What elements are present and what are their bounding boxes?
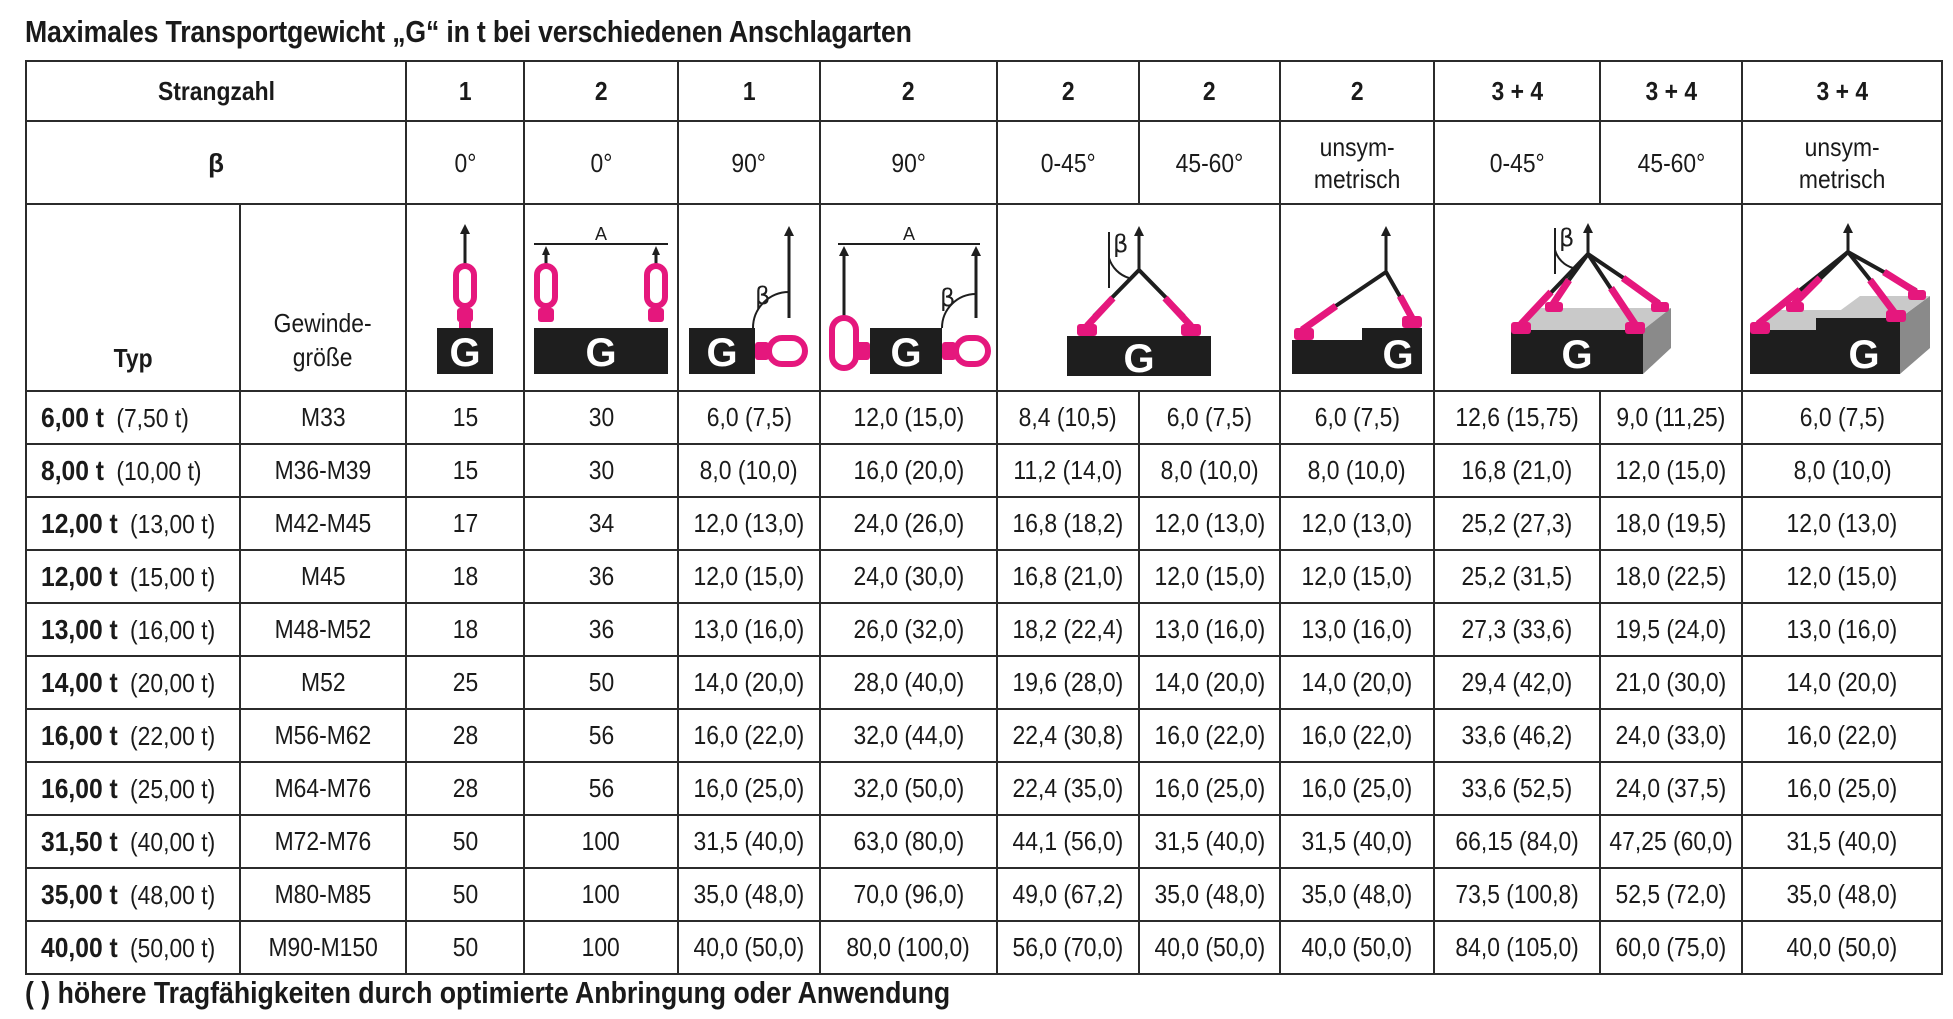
table-row — [26, 656, 1942, 709]
value-cell: 16,0 (22,0) — [678, 709, 820, 762]
page-title: Maximales Transportgewicht „G“ in t bei verschiedenen Anschlagarten — [25, 14, 912, 49]
value-cell: 30 — [524, 391, 678, 444]
svg-text:G: G — [449, 330, 481, 375]
diagram-row — [26, 204, 1942, 391]
value-cell: 35,0 (48,0) — [1280, 868, 1434, 921]
value-cell: 13,0 (16,0) — [678, 603, 820, 656]
value-cell: 18,0 (19,5) — [1600, 497, 1742, 550]
value-cell: 50 — [406, 921, 524, 974]
typ-cell — [26, 550, 240, 603]
gewinde-cell: M90-M150 — [240, 921, 406, 974]
value-cell: 15 — [406, 391, 524, 444]
typ-alt-value: (20,00 t) — [130, 667, 216, 698]
gewinde-cell: M52 — [240, 656, 406, 709]
typ-alt-value: (48,00 t) — [130, 879, 216, 910]
table-row — [26, 550, 1942, 603]
value-cell: 14,0 (20,0) — [678, 656, 820, 709]
beta-cell: 45-60° — [1600, 121, 1742, 204]
value-cell: 28 — [406, 762, 524, 815]
table-row — [26, 497, 1942, 550]
table-row — [26, 868, 1942, 921]
value-cell: 12,6 (15,75) — [1434, 391, 1600, 444]
value-cell: 17 — [406, 497, 524, 550]
value-cell: 24,0 (30,0) — [820, 550, 997, 603]
strangzahl-cell: 2 — [1139, 61, 1280, 121]
gewinde-cell: M33 — [240, 391, 406, 444]
value-cell: 12,0 (15,0) — [820, 391, 997, 444]
value-cell: 31,5 (40,0) — [1139, 815, 1280, 868]
value-cell: 8,0 (10,0) — [1280, 444, 1434, 497]
typ-value: 40,00 t — [41, 931, 118, 963]
gewinde-cell: M45 — [240, 550, 406, 603]
value-cell: 25 — [406, 656, 524, 709]
beta-cell: 0° — [406, 121, 524, 204]
value-cell: 24,0 (37,5) — [1600, 762, 1742, 815]
value-cell: 16,8 (21,0) — [1434, 444, 1600, 497]
value-cell: 12,0 (13,0) — [678, 497, 820, 550]
strangzahl-label: Strangzahl — [26, 61, 406, 121]
svg-text:G: G — [1561, 332, 1593, 377]
value-cell: 56 — [524, 762, 678, 815]
table-row — [26, 603, 1942, 656]
svg-text:G: G — [1382, 332, 1414, 377]
diagram-cell — [1280, 204, 1434, 391]
value-cell: 8,0 (10,0) — [1742, 444, 1942, 497]
value-cell: 31,5 (40,0) — [1280, 815, 1434, 868]
table-row — [26, 762, 1942, 815]
value-cell: 8,4 (10,5) — [997, 391, 1139, 444]
strangzahl-cell: 2 — [524, 61, 678, 121]
typ-alt-value: (13,00 t) — [130, 508, 216, 539]
value-cell: 16,8 (18,2) — [997, 497, 1139, 550]
value-cell: 66,15 (84,0) — [1434, 815, 1600, 868]
value-cell: 16,0 (25,0) — [1139, 762, 1280, 815]
gewinde-label: Gewinde- größe — [240, 204, 406, 391]
beta-cell: 0° — [524, 121, 678, 204]
value-cell: 16,0 (25,0) — [1742, 762, 1942, 815]
value-cell: 31,5 (40,0) — [1742, 815, 1942, 868]
svg-text:G: G — [706, 330, 738, 375]
value-cell: 25,2 (31,5) — [1434, 550, 1600, 603]
value-cell: 12,0 (15,0) — [678, 550, 820, 603]
multi-leg-angled-lift-diagram — [1493, 218, 1683, 378]
strangzahl-cell: 1 — [678, 61, 820, 121]
footnote: ( ) höhere Tragfähigkeiten durch optimierte Anbringung oder Anwendung — [25, 975, 951, 1010]
typ-cell — [26, 391, 240, 444]
typ-value: 6,00 t — [41, 401, 105, 433]
typ-alt-value: (10,00 t) — [116, 455, 202, 486]
value-cell: 22,4 (30,8) — [997, 709, 1139, 762]
two-leg-angled-lift-diagram — [1049, 218, 1229, 378]
value-cell: 60,0 (75,0) — [1600, 921, 1742, 974]
typ-cell — [26, 868, 240, 921]
value-cell: 6,0 (7,5) — [1280, 391, 1434, 444]
value-cell: 49,0 (67,2) — [997, 868, 1139, 921]
value-cell: 13,0 (16,0) — [1139, 603, 1280, 656]
value-cell: 16,8 (21,0) — [997, 550, 1139, 603]
value-cell: 12,0 (15,0) — [1742, 550, 1942, 603]
strangzahl-cell: 3 + 4 — [1600, 61, 1742, 121]
double-vertical-lift-diagram — [528, 218, 674, 378]
value-cell: 22,4 (35,0) — [997, 762, 1139, 815]
svg-text:β: β — [755, 281, 771, 310]
value-cell: 73,5 (100,8) — [1434, 868, 1600, 921]
value-cell: 12,0 (13,0) — [1139, 497, 1280, 550]
strangzahl-cell: 3 + 4 — [1434, 61, 1600, 121]
svg-text:A: A — [594, 223, 608, 244]
value-cell: 84,0 (105,0) — [1434, 921, 1600, 974]
typ-alt-value: (7,50 t) — [116, 402, 189, 433]
value-cell: 32,0 (44,0) — [820, 709, 997, 762]
gewinde-cell: M48-M52 — [240, 603, 406, 656]
strangzahl-cell: 2 — [820, 61, 997, 121]
svg-text:G: G — [1122, 336, 1155, 378]
typ-value: 14,00 t — [41, 666, 118, 698]
table-row — [26, 709, 1942, 762]
value-cell: 9,0 (11,25) — [1600, 391, 1742, 444]
typ-cell — [26, 603, 240, 656]
multi-leg-asymmetric-lift-diagram — [1744, 218, 1940, 378]
typ-alt-value: (22,00 t) — [130, 720, 216, 751]
value-cell: 16,0 (25,0) — [1280, 762, 1434, 815]
value-cell: 33,6 (52,5) — [1434, 762, 1600, 815]
typ-value: 13,00 t — [41, 613, 118, 645]
value-cell: 14,0 (20,0) — [1139, 656, 1280, 709]
value-cell: 50 — [406, 815, 524, 868]
value-cell: 35,0 (48,0) — [1742, 868, 1942, 921]
double-side-lift-diagram — [824, 218, 994, 378]
svg-text:β: β — [1112, 229, 1128, 258]
value-cell: 11,2 (14,0) — [997, 444, 1139, 497]
value-cell: 16,0 (22,0) — [1742, 709, 1942, 762]
typ-alt-value: (50,00 t) — [130, 932, 216, 963]
diagram-cell — [678, 204, 820, 391]
value-cell: 52,5 (72,0) — [1600, 868, 1742, 921]
beta-cell: unsym- metrisch — [1742, 121, 1942, 204]
value-cell: 12,0 (15,0) — [1139, 550, 1280, 603]
gewinde-cell: M42-M45 — [240, 497, 406, 550]
value-cell: 6,0 (7,5) — [678, 391, 820, 444]
beta-row — [26, 121, 1942, 204]
typ-value: 12,00 t — [41, 560, 118, 592]
value-cell: 13,0 (16,0) — [1742, 603, 1942, 656]
beta-cell: 90° — [820, 121, 997, 204]
value-cell: 50 — [406, 868, 524, 921]
strangzahl-cell: 1 — [406, 61, 524, 121]
typ-cell — [26, 656, 240, 709]
value-cell: 19,6 (28,0) — [997, 656, 1139, 709]
value-cell: 26,0 (32,0) — [820, 603, 997, 656]
single-vertical-lift-diagram — [410, 218, 520, 378]
value-cell: 100 — [524, 868, 678, 921]
beta-label: β — [26, 121, 406, 204]
data-rows — [26, 391, 1942, 974]
svg-text:G: G — [585, 330, 617, 375]
value-cell: 40,0 (50,0) — [1742, 921, 1942, 974]
value-cell: 29,4 (42,0) — [1434, 656, 1600, 709]
value-cell: 24,0 (26,0) — [820, 497, 997, 550]
value-cell: 16,0 (22,0) — [1280, 709, 1434, 762]
value-cell: 35,0 (48,0) — [1139, 868, 1280, 921]
gewinde-cell: M56-M62 — [240, 709, 406, 762]
gewinde-cell: M64-M76 — [240, 762, 406, 815]
typ-alt-value: (16,00 t) — [130, 614, 216, 645]
svg-text:A: A — [902, 223, 915, 244]
value-cell: 70,0 (96,0) — [820, 868, 997, 921]
diagram-cell — [997, 204, 1280, 391]
typ-cell — [26, 709, 240, 762]
diagram-cell — [524, 204, 678, 391]
value-cell: 12,0 (13,0) — [1742, 497, 1942, 550]
gewinde-cell: M80-M85 — [240, 868, 406, 921]
strangzahl-cell: 3 + 4 — [1742, 61, 1942, 121]
value-cell: 19,5 (24,0) — [1600, 603, 1742, 656]
typ-value: 8,00 t — [41, 454, 105, 486]
value-cell: 56,0 (70,0) — [997, 921, 1139, 974]
typ-cell — [26, 921, 240, 974]
typ-alt-value: (40,00 t) — [130, 826, 216, 857]
value-cell: 12,0 (13,0) — [1280, 497, 1434, 550]
typ-alt-value: (15,00 t) — [130, 561, 216, 592]
svg-text:β: β — [939, 283, 955, 312]
value-cell: 40,0 (50,0) — [678, 921, 820, 974]
value-cell: 18 — [406, 603, 524, 656]
typ-value: 35,00 t — [41, 878, 118, 910]
value-cell: 34 — [524, 497, 678, 550]
value-cell: 100 — [524, 921, 678, 974]
value-cell: 14,0 (20,0) — [1280, 656, 1434, 709]
value-cell: 100 — [524, 815, 678, 868]
value-cell: 35,0 (48,0) — [678, 868, 820, 921]
value-cell: 6,0 (7,5) — [1742, 391, 1942, 444]
value-cell: 40,0 (50,0) — [1280, 921, 1434, 974]
value-cell: 12,0 (15,0) — [1600, 444, 1742, 497]
value-cell: 56 — [524, 709, 678, 762]
value-cell: 16,0 (20,0) — [820, 444, 997, 497]
typ-value: 12,00 t — [41, 507, 118, 539]
beta-cell: unsym- metrisch — [1280, 121, 1434, 204]
value-cell: 50 — [524, 656, 678, 709]
single-side-lift-diagram — [681, 218, 817, 378]
value-cell: 18,0 (22,5) — [1600, 550, 1742, 603]
diagram-cell — [406, 204, 524, 391]
value-cell: 32,0 (50,0) — [820, 762, 997, 815]
table-row — [26, 444, 1942, 497]
value-cell: 36 — [524, 550, 678, 603]
value-cell: 16,0 (22,0) — [1139, 709, 1280, 762]
value-cell: 18,2 (22,4) — [997, 603, 1139, 656]
typ-alt-value: (25,00 t) — [130, 773, 216, 804]
value-cell: 8,0 (10,0) — [1139, 444, 1280, 497]
typ-value: 16,00 t — [41, 719, 118, 751]
typ-value: 16,00 t — [41, 772, 118, 804]
beta-cell: 0-45° — [1434, 121, 1600, 204]
two-leg-asymmetric-lift-diagram — [1288, 218, 1426, 378]
typ-cell — [26, 762, 240, 815]
value-cell: 36 — [524, 603, 678, 656]
typ-cell — [26, 444, 240, 497]
value-cell: 27,3 (33,6) — [1434, 603, 1600, 656]
svg-text:β: β — [1559, 223, 1575, 252]
value-cell: 13,0 (16,0) — [1280, 603, 1434, 656]
value-cell: 24,0 (33,0) — [1600, 709, 1742, 762]
svg-text:G: G — [1848, 332, 1880, 377]
value-cell: 63,0 (80,0) — [820, 815, 997, 868]
value-cell: 47,25 (60,0) — [1600, 815, 1742, 868]
value-cell: 21,0 (30,0) — [1600, 656, 1742, 709]
table-row — [26, 391, 1942, 444]
gewinde-cell: M36-M39 — [240, 444, 406, 497]
value-cell: 16,0 (25,0) — [678, 762, 820, 815]
value-cell: 18 — [406, 550, 524, 603]
typ-cell — [26, 815, 240, 868]
value-cell: 30 — [524, 444, 678, 497]
typ-value: 31,50 t — [41, 825, 118, 857]
strangzahl-cell: 2 — [1280, 61, 1434, 121]
beta-cell: 0-45° — [997, 121, 1139, 204]
value-cell: 8,0 (10,0) — [678, 444, 820, 497]
value-cell: 31,5 (40,0) — [678, 815, 820, 868]
diagram-cell — [1434, 204, 1742, 391]
value-cell: 28,0 (40,0) — [820, 656, 997, 709]
table-row — [26, 815, 1942, 868]
value-cell: 33,6 (46,2) — [1434, 709, 1600, 762]
transport-weight-table — [25, 60, 1943, 975]
value-cell: 14,0 (20,0) — [1742, 656, 1942, 709]
value-cell: 25,2 (27,3) — [1434, 497, 1600, 550]
typ-cell — [26, 497, 240, 550]
value-cell: 12,0 (15,0) — [1280, 550, 1434, 603]
value-cell: 15 — [406, 444, 524, 497]
typ-label: Typ — [26, 204, 240, 391]
svg-text:G: G — [889, 330, 922, 375]
strangzahl-row — [26, 61, 1942, 121]
value-cell: 44,1 (56,0) — [997, 815, 1139, 868]
gewinde-cell: M72-M76 — [240, 815, 406, 868]
diagram-cell — [820, 204, 997, 391]
table-row — [26, 921, 1942, 974]
value-cell: 6,0 (7,5) — [1139, 391, 1280, 444]
value-cell: 28 — [406, 709, 524, 762]
beta-cell: 90° — [678, 121, 820, 204]
value-cell: 80,0 (100,0) — [820, 921, 997, 974]
value-cell: 40,0 (50,0) — [1139, 921, 1280, 974]
beta-cell: 45-60° — [1139, 121, 1280, 204]
strangzahl-cell: 2 — [997, 61, 1139, 121]
diagram-cell — [1742, 204, 1942, 391]
